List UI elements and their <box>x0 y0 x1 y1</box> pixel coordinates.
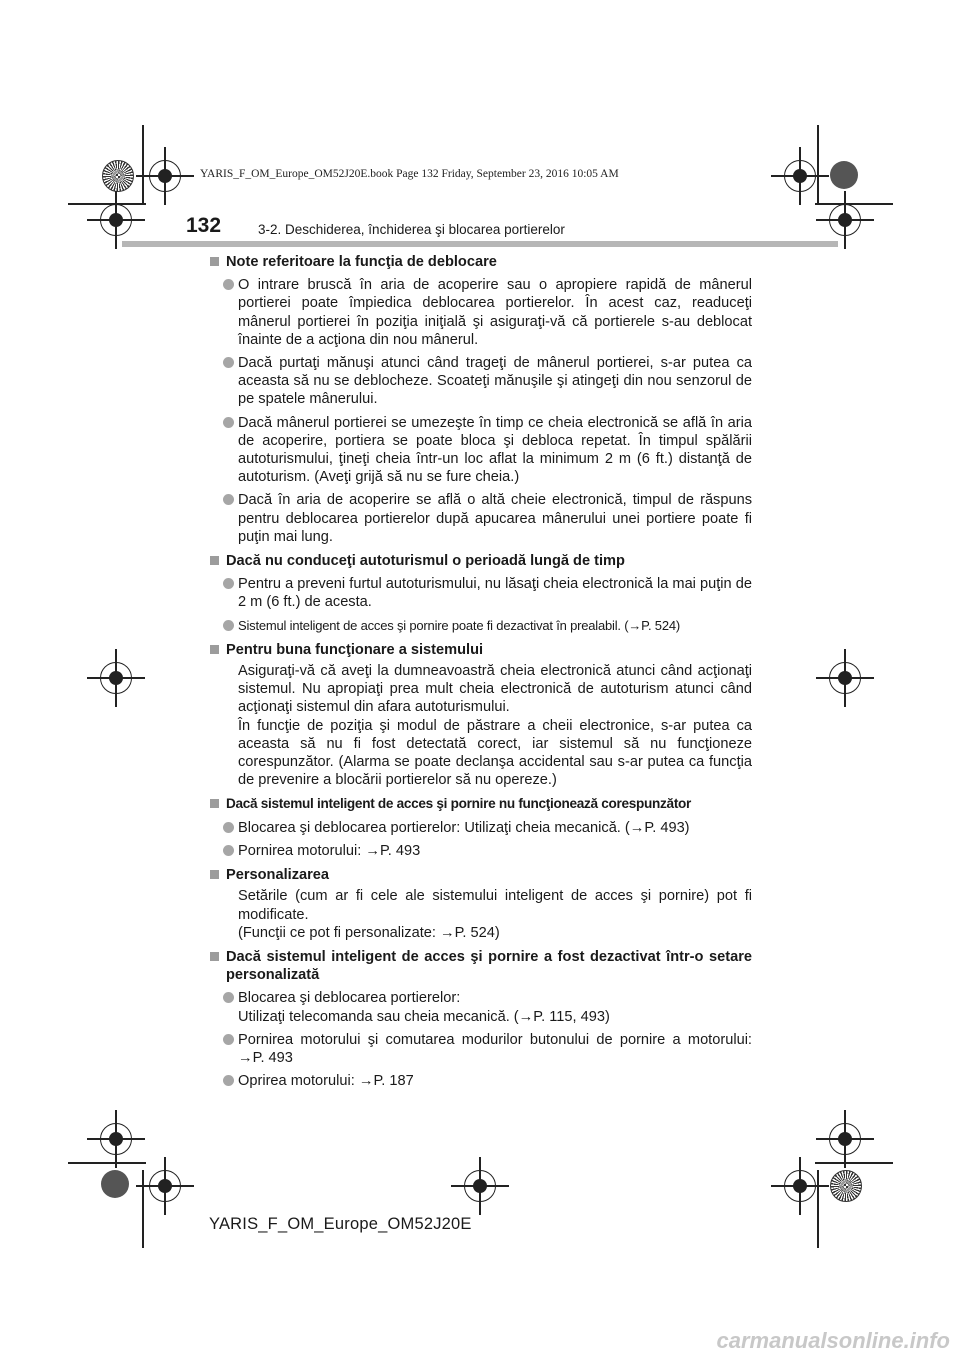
crop-mark <box>815 1162 893 1164</box>
square-bullet-icon <box>210 556 219 565</box>
round-bullet-icon <box>223 494 234 505</box>
paragraph: În funcţie de poziţia şi modul de păstrare a cheii electronice, s-ar putea ca aceasta să nu fi fost detectată corect, iar sistemul să nu funcţioneze corespunzător. (Alarma se poate declanşa accidental sau s-ar putea ca funcţia de prevenire a blocării portierelor să nu opereze.) <box>238 717 752 789</box>
paragraph: Utilizaţi telecomanda sau cheia mecanică. (→P. 115, 493) <box>238 1008 610 1025</box>
note-heading: Personalizarea <box>210 866 752 884</box>
paragraph: (Funcţii ce pot fi personalizate: →P. 524) <box>238 924 500 941</box>
crop-mark <box>817 1170 819 1248</box>
bullet-item: Pornirea motorului şi comutarea modurilor butonului de pornire a motorului: →P. 493 <box>210 1031 752 1067</box>
registration-crosshair-icon <box>149 1170 181 1202</box>
round-bullet-icon <box>223 1034 234 1045</box>
registration-crosshair-icon <box>100 662 132 694</box>
registration-crosshair-icon <box>149 160 181 192</box>
square-bullet-icon <box>210 645 219 654</box>
square-bullet-icon <box>210 952 219 961</box>
registration-dot-icon <box>830 161 858 189</box>
crop-mark <box>68 1162 146 1164</box>
round-bullet-icon <box>223 620 234 631</box>
watermark: carmanualsonline.info <box>716 1328 950 1353</box>
round-bullet-icon <box>223 992 234 1003</box>
section-title: 3-2. Deschiderea, închiderea şi blocarea portierelor <box>258 222 565 237</box>
footer-code: YARIS_F_OM_Europe_OM52J20E <box>209 1215 472 1233</box>
bullet-item: Dacă în aria de acoperire se află o altă cheie electronică, timpul de răspuns pentru deblocarea portierelor după apucarea mânerului unei portiere poate fi puţin mai lung. <box>210 491 752 546</box>
round-bullet-icon <box>223 357 234 368</box>
book-info-line: YARIS_F_OM_Europe_OM52J20E.book Page 132 Friday, September 23, 2016 10:05 AM <box>200 168 619 180</box>
note-heading: Note referitoare la funcţia de deblocare <box>210 253 752 271</box>
bullet-item: Blocarea şi deblocarea portierelor: <box>210 989 752 1007</box>
note-heading: Dacă nu conduceţi autoturismul o perioadă lungă de timp <box>210 552 752 570</box>
note-heading: Pentru buna funcţionare a sistemului <box>210 641 752 659</box>
crop-mark <box>68 203 146 205</box>
crop-mark <box>817 125 819 203</box>
registration-crosshair-icon <box>829 662 861 694</box>
round-bullet-icon <box>223 578 234 589</box>
registration-crosshair-icon <box>784 1170 816 1202</box>
registration-crosshair-icon <box>100 1123 132 1155</box>
round-bullet-icon <box>223 279 234 290</box>
crop-mark <box>142 125 144 203</box>
round-bullet-icon <box>223 417 234 428</box>
header-rule <box>122 241 838 247</box>
registration-crosshair-icon <box>829 1123 861 1155</box>
round-bullet-icon <box>223 1075 234 1086</box>
paragraph: Setările (cum ar fi cele ale sistemului inteligent de acces şi pornire) pot fi modificate. <box>238 888 752 923</box>
square-bullet-icon <box>210 870 219 879</box>
bullet-item: Blocarea şi deblocarea portierelor: Utilizaţi cheia mecanică. (→P. 493) <box>210 819 752 837</box>
registration-sunburst-icon <box>102 160 134 192</box>
registration-crosshair-icon <box>100 204 132 236</box>
bullet-item: Oprirea motorului: →P. 187 <box>210 1072 752 1090</box>
registration-sunburst-icon <box>830 1170 862 1202</box>
note-heading: Dacă sistemul inteligent de acces şi pornire a fost dezactivat într-o setare personalizată <box>210 948 752 984</box>
registration-crosshair-icon <box>829 204 861 236</box>
round-bullet-icon <box>223 822 234 833</box>
registration-dot-icon <box>101 1170 129 1198</box>
bullet-item: Dacă purtaţi mănuşi atunci când trageţi de mânerul portierei, s-ar putea ca aceasta să nu se deblocheze. Scoateţi mănuşile şi atingeţi din nou senzorul de pe spatele mânerului. <box>210 354 752 409</box>
registration-crosshair-icon <box>784 160 816 192</box>
registration-crosshair-icon <box>464 1170 496 1202</box>
square-bullet-icon <box>210 799 219 808</box>
bullet-item: Sistemul inteligent de acces şi pornire poate fi dezactivat în prealabil. (→P. 524) <box>210 617 752 635</box>
note-heading: Dacă sistemul inteligent de acces şi pornire nu funcţionează corespunzător <box>210 795 752 813</box>
crop-mark <box>815 203 893 205</box>
bullet-item: Dacă mânerul portierei se umezeşte în timp ce cheia electronică se află în aria de acoperire, portiera se poate bloca şi debloca repetat. În timpul spălării autoturismului, ţineţi cheia într-un loc aflat la minimum 2 m (6 ft.) distanţă de autoturism. (Aveţi grijă să nu se fure cheia.) <box>210 414 752 487</box>
crop-mark <box>142 1170 144 1248</box>
bullet-item: Pentru a preveni furtul autoturismului, nu lăsaţi cheia electronică la mai puţin de 2 m (6 ft.) de acesta. <box>210 575 752 611</box>
page-content <box>210 253 752 1090</box>
paragraph: Asiguraţi-vă că aveţi la dumneavoastră cheia electronică atunci când acţionaţi sistemul. Nu apropiaţi prea mult cheia electronică de autoturism atunci când acţionaţi sistemul din afara autoturismului. <box>238 663 752 716</box>
square-bullet-icon <box>210 257 219 266</box>
bullet-item: Pornirea motorului: →P. 493 <box>210 842 752 860</box>
round-bullet-icon <box>223 845 234 856</box>
page-number: 132 <box>186 214 222 237</box>
bullet-item: O intrare bruscă în aria de acoperire sau o apropiere rapidă de mânerul portierei poate împiedica deblocarea portierelor. În acest caz, readuceţi mânerul portierei în poziţia iniţială şi asiguraţi-vă că portierele s-au deblocat înainte de a acţiona din nou mânerul. <box>210 276 752 349</box>
